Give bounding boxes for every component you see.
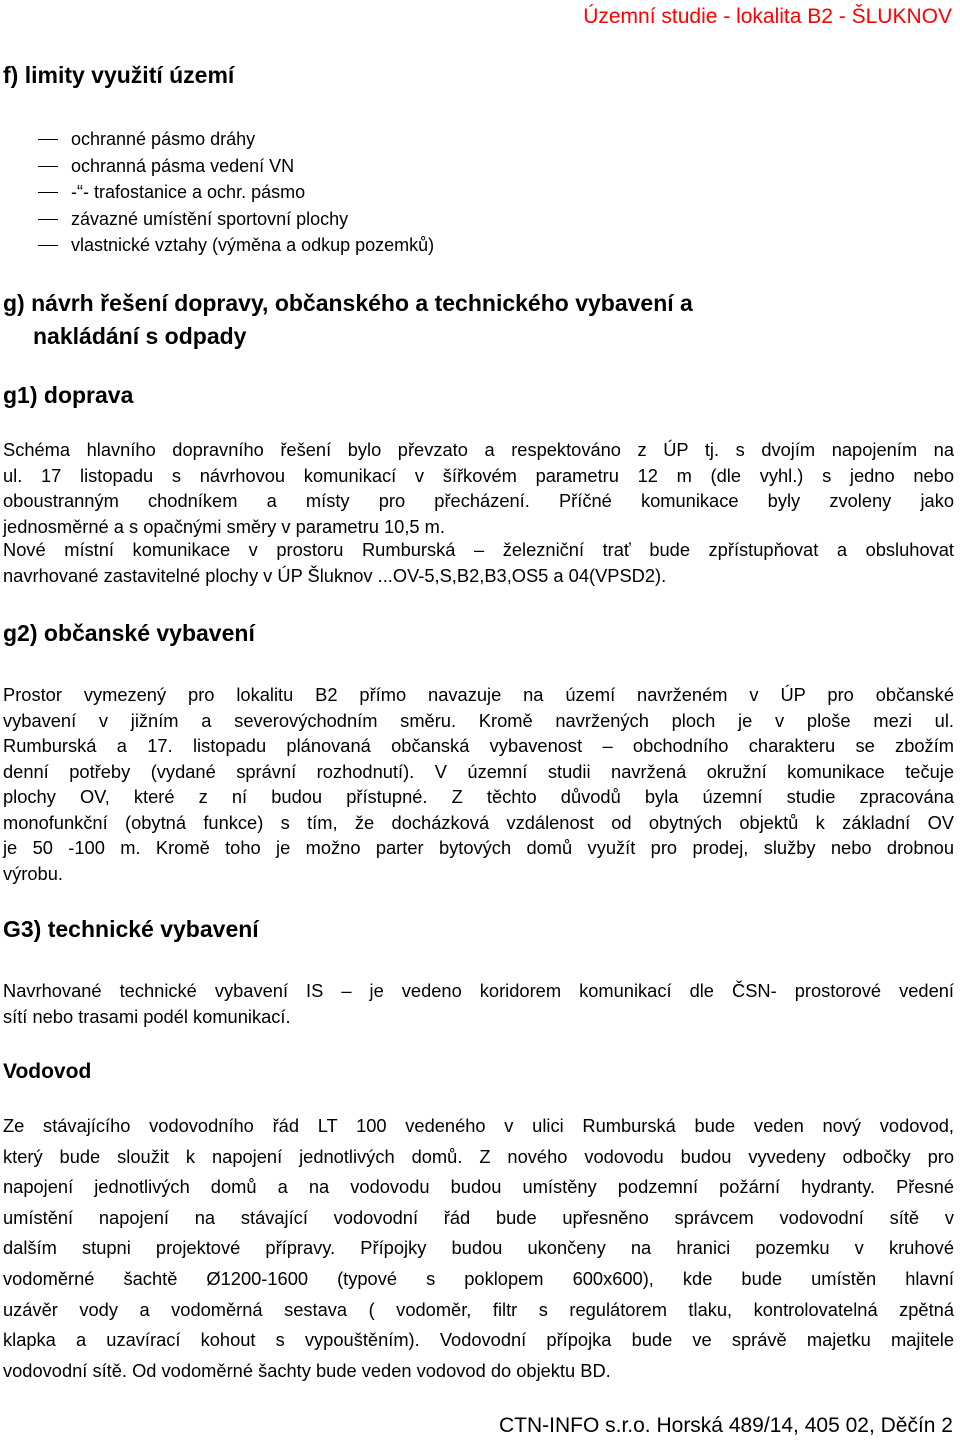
list-item: ochranná pásma vedení VN <box>38 153 434 180</box>
list-item: -“- trafostanice a ochr. pásmo <box>38 179 434 206</box>
document-footer: CTN-INFO s.r.o. Horská 489/14, 405 02, Děčín 2 <box>498 1414 953 1437</box>
g1-paragraph-2: Nové místní komunikace v prostoru Rumburská – železniční trať bude zpřístupňovat a obsluhovat navrhované zastavitelné plochy v ÚP Šluknov ...OV-5,S,B2,B3,OS5 a 04(VPSD2). <box>3 539 954 586</box>
dash-bullet-icon <box>38 139 58 140</box>
document-header-title: Územní studie - lokalita B2 - ŠLUKNOV <box>583 5 952 28</box>
section-vodovod-heading: Vodovod <box>3 1060 92 1083</box>
vodovod-paragraph: Ze stávajícího vodovodního řád LT 100 vedeného v ulici Rumburská bude veden nový vodovod, který bude sloužit k napojení jednotlivých domů. Z nového vodovodu budou vyvedeny odbočky pro napojení jednotlivých domů a na vodovodu budou umístěny podzemní požární hydranty. Přesné umístění napojení na stávající vodovodní řád bude upřesněno správcem vodovodní sítě v dalším stupni projektové přípravy. Přípojky budou ukončeny na hranici pozemku v kruhové vodoměrné šachtě Ø1200-1600 (typové s poklopem 600x600), kde bude umístěn hlavní uzávěr vody a vodoměrná sestava ( vodoměr, filtr s regulátorem tlaku, kontrolovatelná zpětná klapka a uzavírací kohout s vypouštěním). Vodovodní přípojka bude ve správě majetku majitele vodovodní sítě. Od vodoměrné šachty bude veden vodovod do objektu BD. <box>3 1115 954 1381</box>
dash-bullet-icon <box>38 219 58 220</box>
dash-bullet-icon <box>38 192 58 193</box>
dash-bullet-icon <box>38 166 58 167</box>
section-g3-heading: G3) technické vybavení <box>3 916 259 942</box>
dash-bullet-icon <box>38 245 58 246</box>
section-g-heading-line1: g) návrh řešení dopravy, občanského a technického vybavení a <box>3 290 693 316</box>
list-item: vlastnické vztahy (výměna a odkup pozemků) <box>38 232 434 259</box>
list-item: závazné umístění sportovní plochy <box>38 206 434 233</box>
section-g-heading-line2: nakládání s odpady <box>33 323 247 349</box>
g2-paragraph: Prostor vymezený pro lokalitu B2 přímo navazuje na území navrženém v ÚP pro občanské vybavení v jižním a severovýchodním směru. Kromě navržených ploch je v ploše mezi ul. Rumburská a 17. listopadu plánovaná občanská vybavenost – obchodního charakteru se zbožím denní potřeby (vydané správní rozhodnutí). V územní studii navržená okružní komunikace tečuje plochy OV, které z ní budou přístupné. Z těchto důvodů byla územní studie zpracována monofunkční (obytná funkce) s tím, že docházková vzdálenost od obytných objektů k základní OV je 50 -100 m. Kromě toho je možno parter bytových domů využít pro prodej, služby nebo drobnou výrobu. <box>3 684 954 884</box>
g1-paragraph-1: Schéma hlavního dopravního řešení bylo převzato a respektováno z ÚP tj. s dvojím napojením na ul. 17 listopadu s návrhovou komunikací v šířkovém parametru 12 m (dle vyhl.) s jedno nebo oboustranným chodníkem a místy pro přecházení. Příčné komunikace byly zvoleny jako jednosměrné a s opačnými směry v parametru 10,5 m. <box>3 439 954 537</box>
section-f-heading: f) limity využití území <box>3 62 235 88</box>
section-g2-heading: g2) občanské vybavení <box>3 620 255 646</box>
section-g1-heading: g1) doprava <box>3 382 134 408</box>
limits-list <box>38 126 434 259</box>
list-item: ochranné pásmo dráhy <box>38 126 434 153</box>
g3-paragraph: Navrhované technické vybavení IS – je vedeno koridorem komunikací dle ČSN- prostorové vedení sítí nebo trasami podél komunikací. <box>3 980 954 1027</box>
